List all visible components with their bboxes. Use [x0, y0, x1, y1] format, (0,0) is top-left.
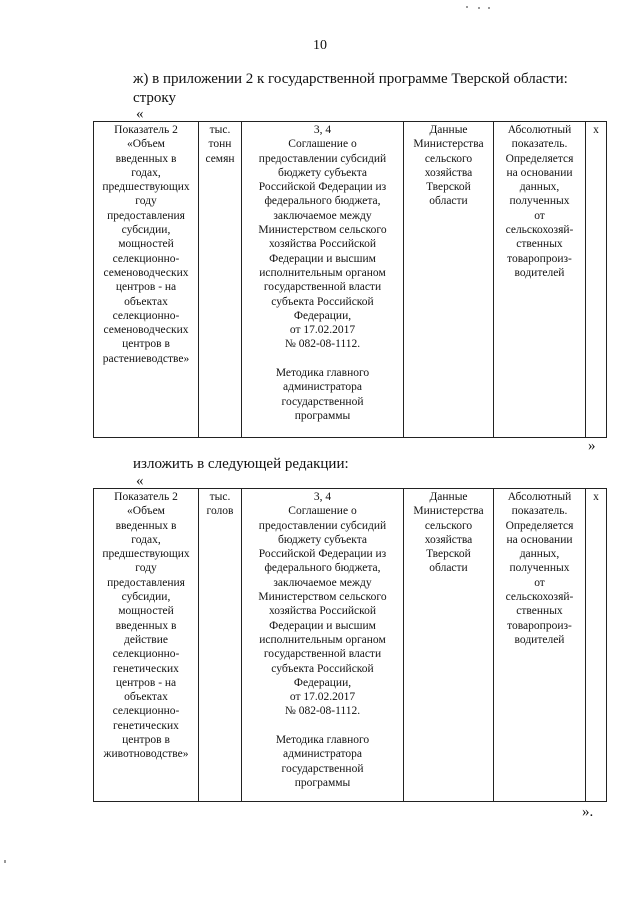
replace-instruction: изложить в следующей редакции:	[133, 456, 349, 472]
intro-line-2: строку	[133, 90, 176, 106]
intro-line: ж) в приложении 2 к государственной программе Тверской области:	[133, 71, 568, 87]
basis-cell: 3, 4 Соглашение о предоставлении субсидий бюджету субъекта Российской Федерации из федерального бюджета, заключаемое между Министерством сельского хозяйства Российской Федерации и высшим исполнительным органом государственной власти субъекта Российской Федерации, от 17.02.2017 № 082-08-1112. Методика главного администратора государственной программы	[242, 122, 404, 438]
method-cell: Абсолютный показатель. Определяется на основании данных, полученных от сельскохозяй- ственных товаропроиз- водителей	[494, 122, 586, 438]
unit-cell: тыс. тонн семян	[199, 122, 242, 438]
source-cell: Данные Министерства сельского хозяйства Тверской области	[404, 489, 494, 802]
x-cell: х	[586, 489, 607, 802]
table-new-row	[93, 488, 607, 802]
close-quote-2: ».	[582, 804, 594, 820]
scan-speck	[4, 860, 6, 863]
table-row	[94, 489, 607, 802]
source-cell: Данные Министерства сельского хозяйства Тверской области	[404, 122, 494, 438]
basis-cell: 3, 4 Соглашение о предоставлении субсидий бюджету субъекта Российской Федерации из федерального бюджета, заключаемое между Министерством сельского хозяйства Российской Федерации и высшим исполнительным органом государственной власти субъекта Российской Федерации, от 17.02.2017 № 082-08-1112. Методика главного администратора государственной программы	[242, 489, 404, 802]
open-quote-2: «	[136, 473, 144, 489]
indicator-cell: Показатель 2 «Объем введенных в годах, предшествующих году предоставления субсидии, мощностей селекционно- семеноводческих центров - на объектах селекционно- семеноводческих центров в растениеводстве»	[94, 122, 199, 438]
open-quote: «	[136, 106, 144, 122]
scan-speck	[478, 7, 480, 9]
scan-speck	[466, 6, 468, 8]
indicator-cell: Показатель 2 «Объем введенных в годах, предшествующих году предоставления субсидии, мощностей введенных в действие селекционно- генетических центров - на объектах селекционно- генетических центров в животноводстве»	[94, 489, 199, 802]
method-cell: Абсолютный показатель. Определяется на основании данных, полученных от сельскохозяй- ственных товаропроиз- водителей	[494, 489, 586, 802]
page-number: 10	[313, 38, 327, 53]
close-quote: »	[588, 438, 596, 454]
x-cell: х	[586, 122, 607, 438]
table-original-row	[93, 121, 607, 438]
scan-speck	[488, 7, 490, 9]
unit-cell: тыс. голов	[199, 489, 242, 802]
table-row	[94, 122, 607, 438]
